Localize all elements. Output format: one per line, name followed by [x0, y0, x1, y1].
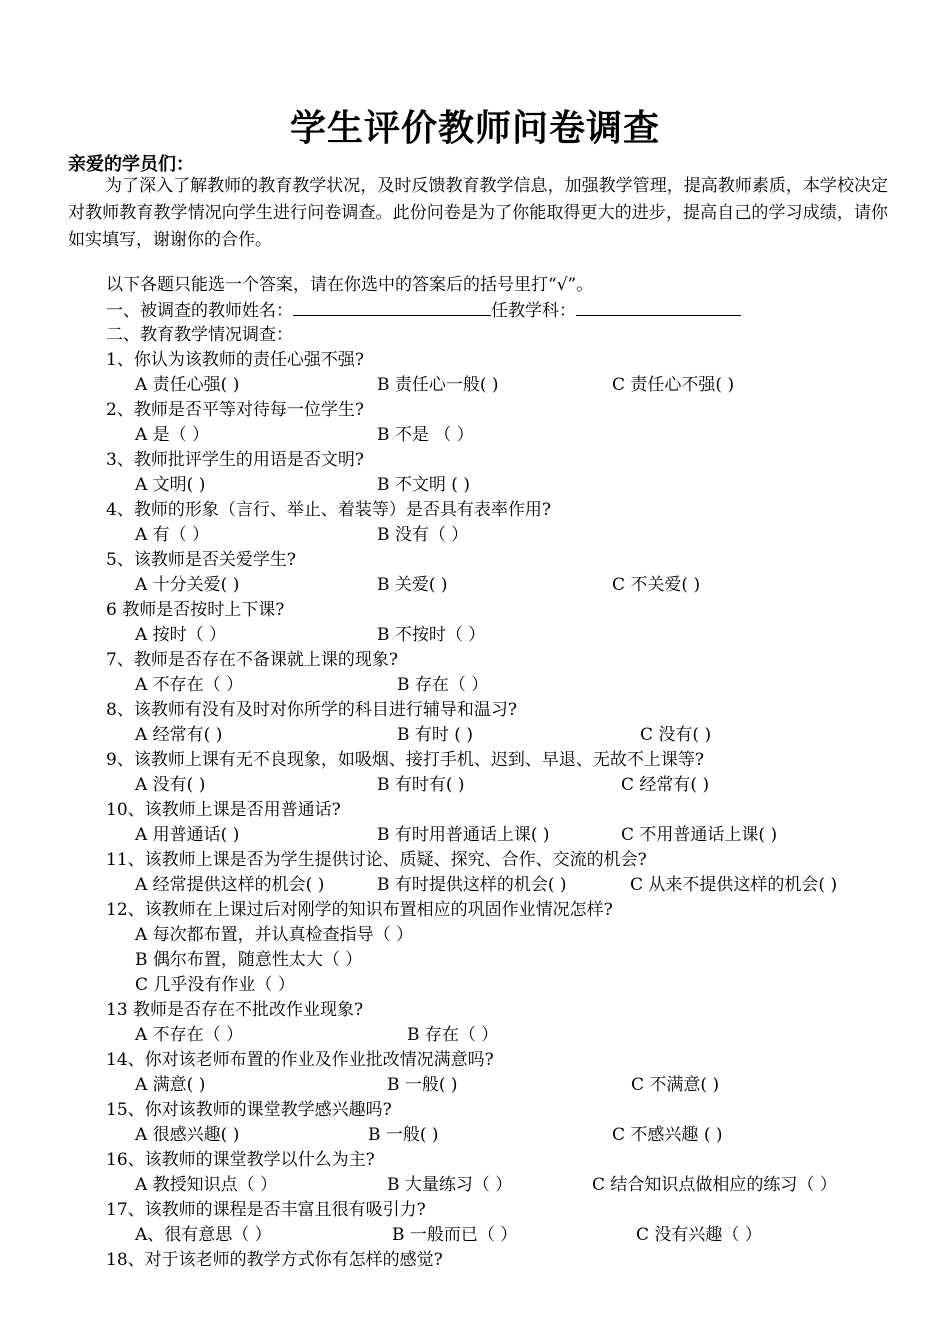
question-9-option-c[interactable]: C 经常有( ) — [621, 775, 710, 795]
instruction: 以下各题只能选一个答案，请在你选中的答案后的括号里打“√”。 — [106, 275, 594, 295]
question-11: 11、该教师上课是否为学生提供讨论、质疑、探究、合作、交流的机会? — [106, 850, 647, 870]
subject-label: 任教学科： — [491, 301, 576, 321]
question-5-option-b[interactable]: B 关爱( ) — [377, 575, 448, 595]
question-17: 17、该教师的课程是否丰富且很有吸引力? — [106, 1200, 426, 1220]
question-7-option-a[interactable]: A 不存在（ ） — [135, 675, 244, 695]
question-16-option-a[interactable]: A 教授知识点（ ） — [135, 1175, 278, 1195]
question-8-option-a[interactable]: A 经常有( ) — [135, 725, 223, 745]
question-9: 9、该教师上课有无不良现象，如吸烟、接打手机、迟到、早退、无故不上课等? — [106, 750, 704, 770]
question-17-option-a[interactable]: A、很有意思（ ） — [135, 1225, 272, 1245]
question-5-option-a[interactable]: A 十分关爱( ) — [135, 575, 240, 595]
question-6-option-a[interactable]: A 按时（ ） — [135, 625, 227, 645]
question-15: 15、你对该教师的课堂教学感兴趣吗? — [106, 1100, 392, 1120]
teacher-name-label: 一、被调查的教师姓名： — [106, 301, 293, 321]
question-17-option-b[interactable]: B 一般而已（ ） — [392, 1225, 518, 1245]
question-17-option-c[interactable]: C 没有兴趣（ ） — [636, 1225, 762, 1245]
question-4-option-b[interactable]: B 没有（ ） — [377, 525, 469, 545]
question-15-option-b[interactable]: B 一般( ) — [368, 1125, 439, 1145]
question-10-option-b[interactable]: B 有时用普通话上课( ) — [377, 825, 550, 845]
question-12-option-a[interactable]: A 每次都布置，并认真检查指导（ ） — [135, 925, 414, 945]
question-11-option-b[interactable]: B 有时提供这样的机会( ) — [377, 875, 567, 895]
question-16: 16、该教师的课堂教学以什么为主? — [106, 1150, 375, 1170]
question-16-option-c[interactable]: C 结合知识点做相应的练习（ ） — [592, 1175, 837, 1195]
question-10-option-a[interactable]: A 用普通话( ) — [135, 825, 240, 845]
question-9-option-b[interactable]: B 有时有( ) — [377, 775, 465, 795]
teacher-name-field[interactable] — [293, 299, 491, 316]
question-7-option-b[interactable]: B 存在（ ） — [397, 675, 489, 695]
question-16-option-b[interactable]: B 大量练习（ ） — [387, 1175, 513, 1195]
question-1-option-b[interactable]: B 责任心一般( ) — [377, 375, 499, 395]
question-8-option-c[interactable]: C 没有( ) — [640, 725, 712, 745]
question-8-option-b[interactable]: B 有时 ( ) — [397, 725, 473, 745]
question-4-option-a[interactable]: A 有（ ） — [135, 525, 210, 545]
question-10-option-c[interactable]: C 不用普通话上课( ) — [621, 825, 778, 845]
survey-title: 学生评价教师问卷调查 — [289, 108, 660, 149]
question-7: 7、教师是否存在不备课就上课的现象? — [106, 650, 398, 670]
question-3: 3、教师批评学生的用语是否文明? — [106, 450, 364, 470]
question-13-option-a[interactable]: A 不存在（ ） — [135, 1025, 244, 1045]
section-2-heading: 二、教育教学情况调查： — [106, 325, 293, 345]
question-3-option-b[interactable]: B 不文明 ( ) — [377, 475, 470, 495]
question-2-option-a[interactable]: A 是（ ） — [135, 425, 210, 445]
question-12: 12、该教师在上课过后对刚学的知识布置相应的巩固作业情况怎样? — [106, 900, 613, 920]
question-2: 2、教师是否平等对待每一位学生? — [106, 400, 364, 420]
question-14-option-b[interactable]: B 一般( ) — [387, 1075, 458, 1095]
question-9-option-a[interactable]: A 没有( ) — [135, 775, 206, 795]
question-12-option-c[interactable]: C 几乎没有作业（ ） — [135, 975, 295, 995]
question-12-option-b[interactable]: B 偶尔布置，随意性太大（ ） — [135, 950, 363, 970]
question-6: 6 教师是否按时上下课? — [106, 600, 285, 620]
question-14-option-c[interactable]: C 不满意( ) — [631, 1075, 720, 1095]
question-13-option-b[interactable]: B 存在（ ） — [407, 1025, 499, 1045]
question-1: 1、你认为该教师的责任心强不强? — [106, 350, 364, 370]
question-5-option-c[interactable]: C 不关爱( ) — [612, 575, 701, 595]
question-3-option-a[interactable]: A 文明( ) — [135, 475, 206, 495]
greeting: 亲爱的学员们： — [68, 154, 194, 175]
question-1-option-c[interactable]: C 责任心不强( ) — [612, 375, 735, 395]
question-2-option-b[interactable]: B 不是 （ ） — [377, 425, 474, 445]
question-1-option-a[interactable]: A 责任心强( ) — [135, 375, 240, 395]
intro-paragraph: 为了深入了解教师的教育教学状况，及时反馈教育教学信息，加强教学管理，提高教师素质，本学校决定对教师教育教学情况向学生进行问卷调查。此份问卷是为了你能取得更大的进步，提高自己的学习成绩，请你如实填写，谢谢你的合作。 — [68, 176, 888, 250]
question-10: 10、该教师上课是否用普通话? — [106, 800, 341, 820]
teacher-name-row — [106, 299, 741, 322]
question-11-option-a[interactable]: A 经常提供这样的机会( ) — [135, 875, 325, 895]
question-14: 14、你对该老师布置的作业及作业批改情况满意吗? — [106, 1050, 494, 1070]
question-15-option-a[interactable]: A 很感兴趣( ) — [135, 1125, 240, 1145]
question-18: 18、对于该老师的教学方式你有怎样的感觉? — [106, 1250, 443, 1270]
question-4: 4、教师的形象（言行、举止、着装等）是否具有表率作用? — [106, 500, 551, 520]
question-5: 5、该教师是否关爱学生? — [106, 550, 296, 570]
subject-field[interactable] — [576, 299, 741, 316]
question-15-option-c[interactable]: C 不感兴趣 ( ) — [612, 1125, 723, 1145]
question-13: 13 教师是否存在不批改作业现象? — [106, 1000, 364, 1020]
question-8: 8、该教师有没有及时对你所学的科目进行辅导和温习? — [106, 700, 517, 720]
question-14-option-a[interactable]: A 满意( ) — [135, 1075, 206, 1095]
question-11-option-c[interactable]: C 从来不提供这样的机会( ) — [630, 875, 838, 895]
question-6-option-b[interactable]: B 不按时（ ） — [377, 625, 486, 645]
